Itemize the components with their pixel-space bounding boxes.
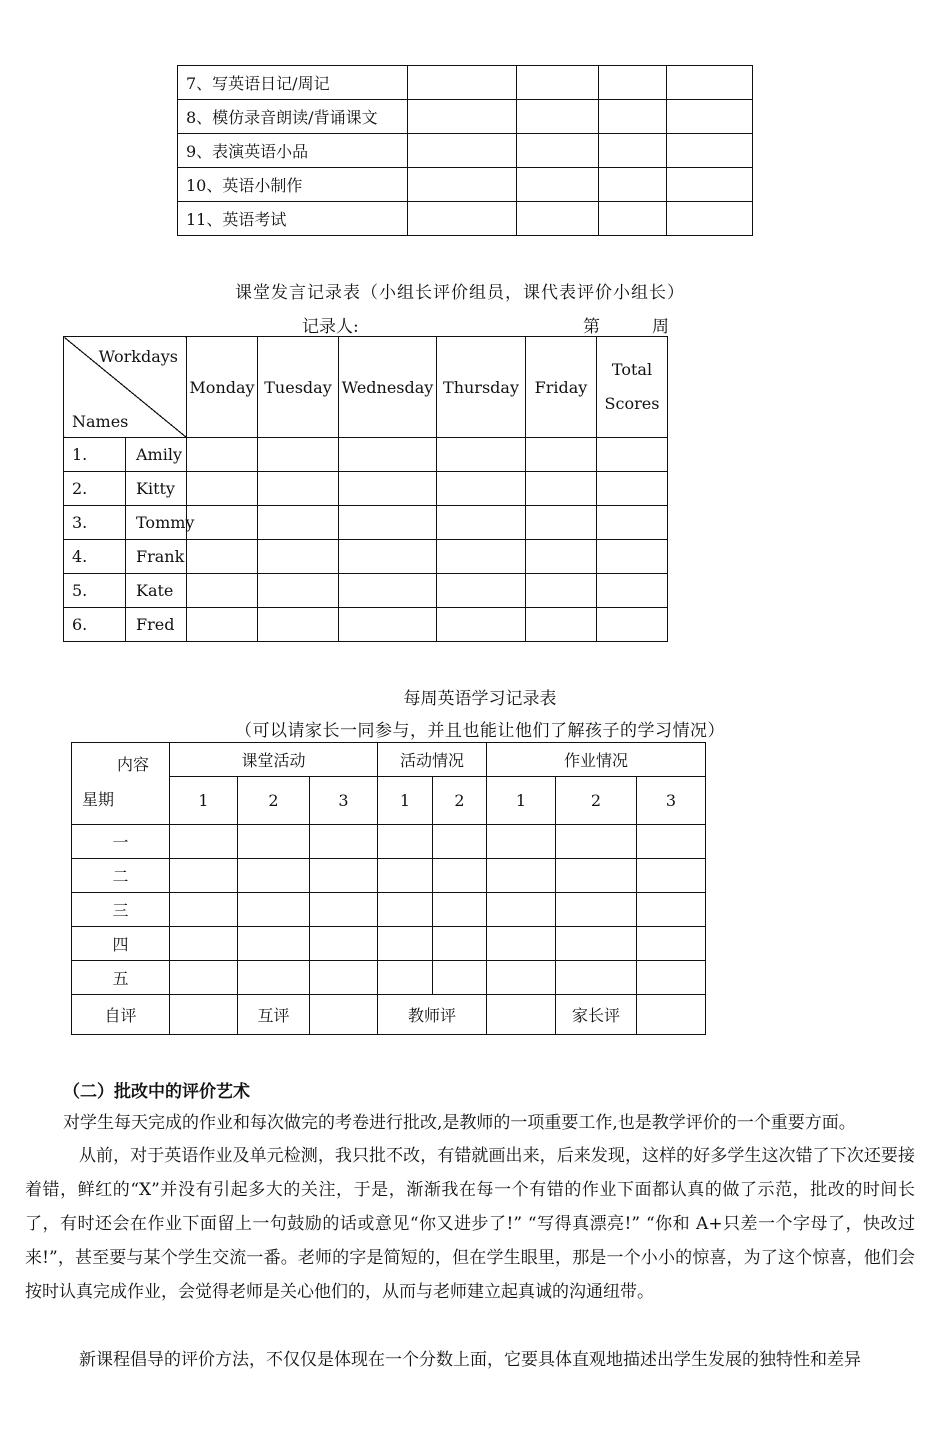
activity-table — [177, 65, 753, 236]
subcolumn-header: 2 — [238, 777, 310, 825]
student-name: Kate — [126, 574, 187, 608]
table-row — [178, 134, 753, 168]
activity-label: 8、模仿录音朗读/背诵课文 — [178, 100, 408, 134]
student-number: 2. — [64, 472, 126, 506]
activity-label: 7、写英语日记/周记 — [178, 66, 408, 100]
week-blank — [600, 318, 652, 337]
table-row — [72, 893, 706, 927]
parent-eval-label: 家长评 — [556, 995, 637, 1035]
week-field — [583, 312, 669, 337]
evaluation-row — [72, 995, 706, 1035]
subcolumn-header: 3 — [310, 777, 378, 825]
self-eval-label: 自评 — [72, 995, 170, 1035]
student-name: Fred — [126, 608, 187, 642]
weekday-cell: 二 — [72, 859, 170, 893]
table-row — [72, 859, 706, 893]
paragraph: 从前，对于英语作业及单元检测，我只批不改，有错就画出来，后来发现，这样的好多学生这次错了下次还要接着错，鲜红的“X”并没有引起多大的关注，于是，渐渐我在每一个有错的作业下面都认真的做了示范，批改的时间长了，有时还会在作业下面留上一句鼓励的话或意见“你又进步了!” “写得真漂亮!” “你和 A+只差一个字母了，快改过来!”，甚至要与某个学生交流一番。老师的字是简短的，但在学生眼里，那是一个小小的惊喜，为了这个惊喜，他们会按时认真完成作业，会觉得老师是关心他们的，从而与老师建立起真诚的沟通纽带。 — [25, 1146, 915, 1302]
day-header: Monday — [187, 337, 258, 438]
speaking-record-title: 课堂发言记录表（小组长评价组员，课代表评价小组长） — [235, 283, 685, 303]
day-header: Thursday — [437, 337, 526, 438]
weekly-record-table — [71, 742, 706, 1035]
table-header-row — [64, 337, 668, 438]
weekly-record-title: 每周英语学习记录表 — [403, 689, 557, 709]
table-row — [64, 438, 668, 472]
subcolumn-header: 3 — [637, 777, 706, 825]
speaking-record-table — [63, 336, 668, 642]
table-row — [178, 100, 753, 134]
table-row — [64, 540, 668, 574]
group-header-row — [72, 743, 706, 777]
subcolumn-header: 1 — [378, 777, 433, 825]
week-suffix: 周 — [652, 317, 669, 337]
group-header: 课堂活动 — [170, 743, 378, 777]
activity-label: 10、英语小制作 — [178, 168, 408, 202]
peer-eval-label: 互评 — [238, 995, 310, 1035]
weekday-cell: 五 — [72, 961, 170, 995]
paragraph: 新课程倡导的评价方法，不仅仅是体现在一个分数上面，它要具体直观地描述出学生发展的独特性和差异 — [79, 1350, 861, 1370]
content-label: 内容 — [117, 755, 150, 774]
weekly-record-subtitle: （可以请家长一同参与，并且也能让他们了解孩子的学习情况） — [235, 721, 725, 741]
student-number: 5. — [64, 574, 126, 608]
student-number: 3. — [64, 506, 126, 540]
subcolumn-header: 2 — [556, 777, 637, 825]
student-number: 6. — [64, 608, 126, 642]
group-header: 作业情况 — [487, 743, 706, 777]
table-row — [64, 574, 668, 608]
group-header: 活动情况 — [378, 743, 487, 777]
activity-label: 9、表演英语小品 — [178, 134, 408, 168]
day-header: Tuesday — [258, 337, 339, 438]
table-row — [64, 506, 668, 540]
student-name: Amily — [126, 438, 187, 472]
scores-label: Scores — [604, 394, 660, 413]
table-row — [72, 961, 706, 995]
table-row — [178, 168, 753, 202]
section-heading: （二）批改中的评价艺术 — [63, 1082, 250, 1102]
student-name: Frank — [126, 540, 187, 574]
table-row — [178, 202, 753, 236]
weekday-cell: 四 — [72, 927, 170, 961]
corner-header — [64, 337, 187, 438]
recorder-label: 记录人: — [302, 317, 359, 337]
workdays-label: Workdays — [98, 347, 178, 366]
subcolumn-header: 2 — [433, 777, 487, 825]
total-scores-header — [597, 337, 668, 438]
day-header: Friday — [526, 337, 597, 438]
recorder-blank — [365, 318, 473, 337]
total-label: Total — [611, 360, 653, 379]
names-label: Names — [72, 412, 129, 431]
corner-header — [72, 743, 170, 825]
table-row — [178, 66, 753, 100]
weekday-cell: 三 — [72, 893, 170, 927]
subcolumn-header: 1 — [487, 777, 556, 825]
subcolumn-header: 1 — [170, 777, 238, 825]
week-prefix: 第 — [583, 317, 600, 337]
day-header: Wednesday — [339, 337, 437, 438]
table-row — [72, 927, 706, 961]
paragraph: 对学生每天完成的作业和每次做完的考卷进行批改,是教师的一项重要工作,也是教学评价的一个重要方面。 — [63, 1113, 856, 1133]
weekday-cell: 一 — [72, 825, 170, 859]
student-number: 1. — [64, 438, 126, 472]
activity-label: 11、英语考试 — [178, 202, 408, 236]
table-row — [72, 825, 706, 859]
recorder-field — [302, 312, 473, 337]
table-row — [64, 472, 668, 506]
student-name: Tommy — [126, 506, 187, 540]
weekday-label: 星期 — [82, 790, 115, 809]
table-row — [64, 608, 668, 642]
student-name: Kitty — [126, 472, 187, 506]
student-number: 4. — [64, 540, 126, 574]
teacher-eval-label: 教师评 — [378, 995, 487, 1035]
